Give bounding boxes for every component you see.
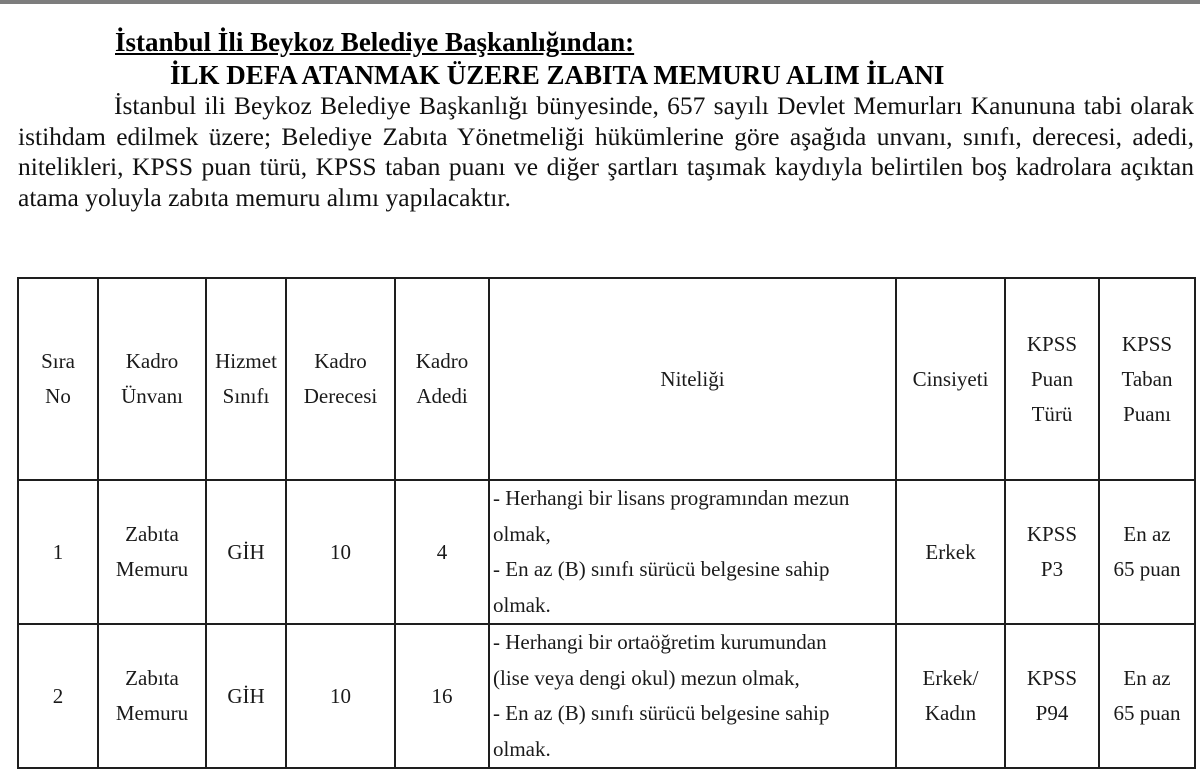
col-header-kpss-taban-puani — [1099, 278, 1195, 480]
institution-heading: İstanbul İli Beykoz Belediye Başkanlığından: — [115, 27, 635, 57]
cell-kpss-taban-puani — [1099, 480, 1195, 624]
intro-text: İstanbul ili Beykoz Belediye Başkanlığı bünyesinde, 657 sayılı Devlet Memurları Kanununa tabi olarak istihdam edilmek üzere; Belediye Zabıta Yönetmeliği hükümlerine göre aşağıda unvanı, sınıfı, derecesi, adedi, nitelikleri, KPSS puan türü, KPSS taban puanı ve diğer şartları taşımak kaydıyla belirtilen boş kadrolara açıktan atama yoluyla zabıta memuru alımı yapılacaktır. — [18, 91, 1194, 212]
col-header-kadro-adedi — [395, 278, 489, 480]
col-header-kpss-puan-turu — [1005, 278, 1099, 480]
cell-text-line: Memuru — [115, 557, 189, 581]
cell-text-line: Erkek — [925, 539, 976, 564]
table-row — [18, 480, 1195, 624]
col-header-hizmet-sinifi — [206, 278, 286, 480]
cell-text-line: olmak. — [493, 592, 551, 617]
cell-kadro-adedi: 4 — [395, 480, 489, 624]
cell-kpss-taban-puani — [1099, 624, 1195, 768]
col-header-kadro-derecesi — [286, 278, 395, 480]
cell-text-line: (lise veya dengi okul) mezun olmak, — [493, 665, 800, 690]
cell-text-line: - Herhangi bir ortaöğretim kurumundan — [493, 630, 827, 654]
cell-text-line: KPSS — [1026, 522, 1078, 546]
cell-text-line: - En az (B) sınıfı sürücü belgesine sahip — [493, 701, 830, 725]
cell-text-line: Kadro — [314, 349, 367, 373]
cell-text-line: 65 puan — [1113, 557, 1181, 581]
cell-kpss-puan-turu — [1005, 480, 1099, 624]
cell-kadro-derecesi: 10 — [286, 480, 395, 624]
cell-niteligi — [489, 480, 896, 624]
cell-text-line: Derecesi — [303, 384, 378, 408]
cell-text-line: Zabıta — [125, 666, 179, 690]
cell-kadro-adedi: 16 — [395, 624, 489, 768]
cell-text-line: Kadro — [415, 349, 469, 373]
cell-text-line: Taban — [1121, 366, 1173, 391]
cell-text-line: Adedi — [416, 384, 468, 408]
positions-table — [17, 277, 1196, 769]
cell-text-line: Cinsiyeti — [912, 366, 989, 391]
cell-kadro-unvani — [98, 624, 206, 768]
cell-text-line: olmak, — [493, 521, 551, 546]
cell-text-line: - En az (B) sınıfı sürücü belgesine sahip — [493, 557, 830, 581]
cell-text-line: Puan — [1031, 366, 1073, 391]
col-header-cinsiyeti — [896, 278, 1005, 480]
cell-text-line: Niteliği — [660, 366, 725, 391]
cell-text-line: Sınıfı — [222, 384, 270, 408]
cell-cinsiyeti — [896, 480, 1005, 624]
cell-text-line: En az — [1123, 666, 1171, 690]
cell-text-line: P3 — [1040, 557, 1064, 581]
col-header-niteligi — [489, 278, 896, 480]
cell-text-line: Ünvanı — [121, 384, 183, 408]
cell-text-line: KPSS — [1026, 331, 1078, 356]
cell-sira-no: 2 — [18, 624, 98, 768]
cell-text-line: - Herhangi bir lisans programından mezun — [493, 486, 850, 510]
cell-text-line: Zabıta — [125, 522, 179, 546]
table-row — [18, 624, 1195, 768]
table-header-row — [18, 278, 1195, 480]
cell-text-line: 65 puan — [1113, 701, 1181, 725]
cell-kadro-unvani — [98, 480, 206, 624]
cell-kadro-derecesi: 10 — [286, 624, 395, 768]
col-header-kadro-unvani — [98, 278, 206, 480]
cell-kpss-puan-turu — [1005, 624, 1099, 768]
cell-cinsiyeti — [896, 624, 1005, 768]
cell-text-line: Erkek/ — [922, 666, 979, 690]
cell-text-line: Memuru — [115, 701, 189, 725]
cell-text-line: Hizmet — [215, 349, 277, 373]
cell-text-line: KPSS — [1026, 666, 1078, 690]
intro-paragraph — [18, 91, 1194, 213]
cell-text-line: Puanı — [1123, 401, 1171, 426]
cell-text-line: Kadro — [125, 349, 179, 373]
top-border-bar — [0, 0, 1200, 4]
cell-sira-no: 1 — [18, 480, 98, 624]
cell-text-line: olmak. — [493, 736, 551, 761]
announcement-title: İLK DEFA ATANMAK ÜZERE ZABITA MEMURU ALIM İLANI — [170, 60, 945, 90]
cell-text-line: P94 — [1035, 701, 1069, 725]
cell-text-line: No — [45, 384, 71, 408]
cell-text-line: Türü — [1031, 401, 1073, 426]
cell-text-line: KPSS — [1121, 331, 1173, 356]
cell-text-line: Sıra — [41, 349, 75, 373]
cell-niteligi — [489, 624, 896, 768]
col-header-sira-no — [18, 278, 98, 480]
cell-text-line: En az — [1123, 522, 1171, 546]
cell-hizmet-sinifi: GİH — [206, 624, 286, 768]
cell-hizmet-sinifi: GİH — [206, 480, 286, 624]
cell-text-line: Kadın — [924, 701, 977, 725]
